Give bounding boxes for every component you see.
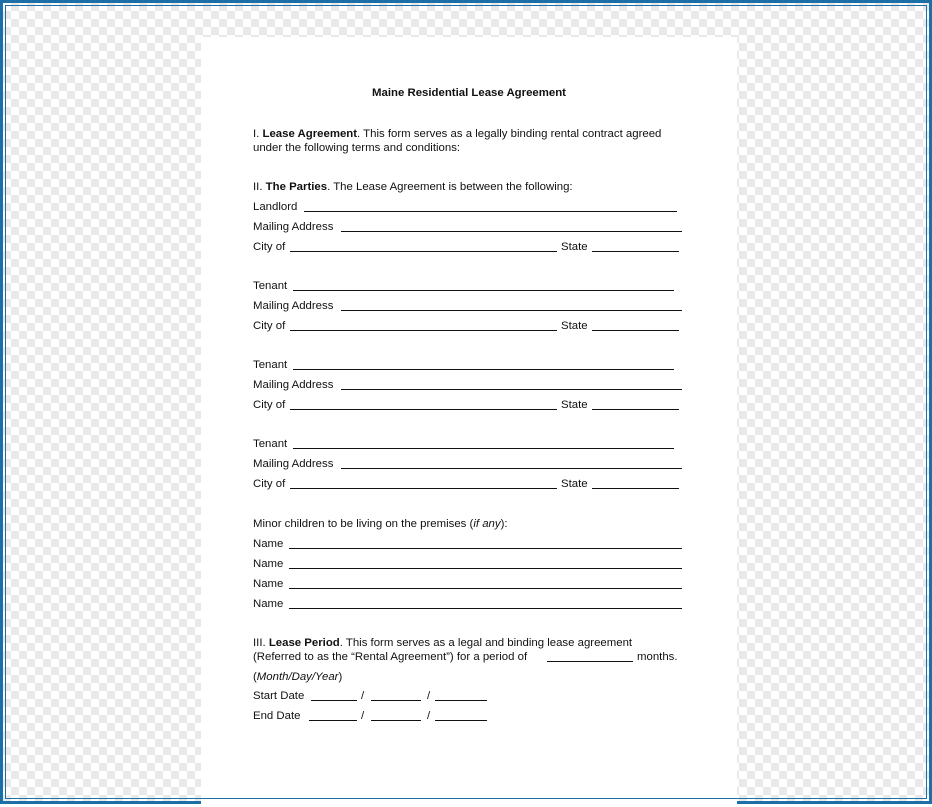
date-slash: /	[427, 690, 431, 702]
date-slash: /	[361, 690, 365, 702]
tenant-field[interactable]	[293, 290, 674, 291]
tenant-state-field[interactable]	[592, 488, 679, 489]
end-year-field[interactable]	[435, 720, 487, 721]
tenant-label: Tenant	[253, 359, 288, 371]
date-format-open: (	[253, 671, 257, 683]
tenant-label: Tenant	[253, 280, 288, 292]
document-title: Maine Residential Lease Agreement	[372, 87, 566, 99]
name-label: Name	[253, 578, 284, 590]
minor-name-field[interactable]	[289, 608, 682, 609]
section1-text1: . This form serves as a legally binding rental contract agreed	[357, 128, 662, 140]
minor-name-field[interactable]	[289, 548, 682, 549]
tenant-state-field[interactable]	[592, 330, 679, 331]
tenant-field[interactable]	[293, 448, 674, 449]
end-month-field[interactable]	[309, 720, 357, 721]
start-day-field[interactable]	[371, 700, 421, 701]
start-month-field[interactable]	[311, 700, 357, 701]
date-format-close: )	[338, 671, 343, 683]
name-label: Name	[253, 538, 284, 550]
section3-numeral: III.	[253, 637, 269, 649]
tenant-state-field[interactable]	[592, 409, 679, 410]
name-label: Name	[253, 558, 284, 570]
section3-heading: Lease Period	[268, 637, 340, 649]
section1-text2: under the following terms and conditions:	[253, 142, 461, 154]
date-slash: /	[361, 710, 365, 722]
mailing-address-label: Mailing Address	[253, 379, 334, 391]
tenant-field[interactable]	[293, 369, 674, 370]
section1-line1	[253, 127, 661, 141]
minors-intro-text: Minor children to be living on the premises (	[253, 518, 474, 530]
city-label: City of	[253, 320, 286, 332]
landlord-field[interactable]	[304, 211, 677, 212]
tenant-mailing-field[interactable]	[341, 389, 682, 390]
lease-period-months-field[interactable]	[547, 661, 633, 662]
minor-name-field[interactable]	[289, 568, 682, 569]
section2-heading: The Parties	[265, 181, 328, 193]
tenant-city-field[interactable]	[290, 409, 557, 410]
section3-line1	[253, 636, 632, 650]
section3-text1: . This form serves as a legal and binding lease agreement	[339, 637, 633, 649]
landlord-mailing-field[interactable]	[341, 231, 682, 232]
minors-intro-end: ):	[500, 518, 508, 530]
minors-intro-italic: if any	[473, 518, 501, 530]
section2-numeral: II.	[253, 181, 266, 193]
state-label: State	[561, 320, 588, 332]
start-date-label: Start Date	[253, 690, 305, 702]
section2-text: . The Lease Agreement is between the following:	[327, 181, 573, 193]
landlord-state-field[interactable]	[592, 251, 679, 252]
mailing-address-label: Mailing Address	[253, 300, 334, 312]
tenant-city-field[interactable]	[290, 488, 557, 489]
start-year-field[interactable]	[435, 700, 487, 701]
state-label: State	[561, 399, 588, 411]
section1-numeral: I.	[253, 128, 263, 140]
state-label: State	[561, 478, 588, 490]
date-format-text: Month/Day/Year	[256, 671, 339, 683]
state-label: State	[561, 241, 588, 253]
end-date-label: End Date	[253, 710, 301, 722]
section3-text2a: (Referred to as the “Rental Agreement”) for a period of	[253, 651, 528, 663]
landlord-label: Landlord	[253, 201, 298, 213]
section1-heading: Lease Agreement	[262, 128, 358, 140]
document-page	[201, 37, 737, 807]
city-label: City of	[253, 241, 286, 253]
city-label: City of	[253, 399, 286, 411]
minors-intro	[253, 517, 508, 531]
date-format-note	[253, 670, 342, 684]
tenant-label: Tenant	[253, 438, 288, 450]
tenant-city-field[interactable]	[290, 330, 557, 331]
name-label: Name	[253, 598, 284, 610]
section2-line1	[253, 180, 573, 194]
section3-text2b: months.	[637, 651, 678, 663]
end-day-field[interactable]	[371, 720, 421, 721]
tenant-mailing-field[interactable]	[341, 310, 682, 311]
tenant-mailing-field[interactable]	[341, 468, 682, 469]
mailing-address-label: Mailing Address	[253, 221, 334, 233]
minor-name-field[interactable]	[289, 588, 682, 589]
mailing-address-label: Mailing Address	[253, 458, 334, 470]
city-label: City of	[253, 478, 286, 490]
date-slash: /	[427, 710, 431, 722]
landlord-city-field[interactable]	[290, 251, 557, 252]
